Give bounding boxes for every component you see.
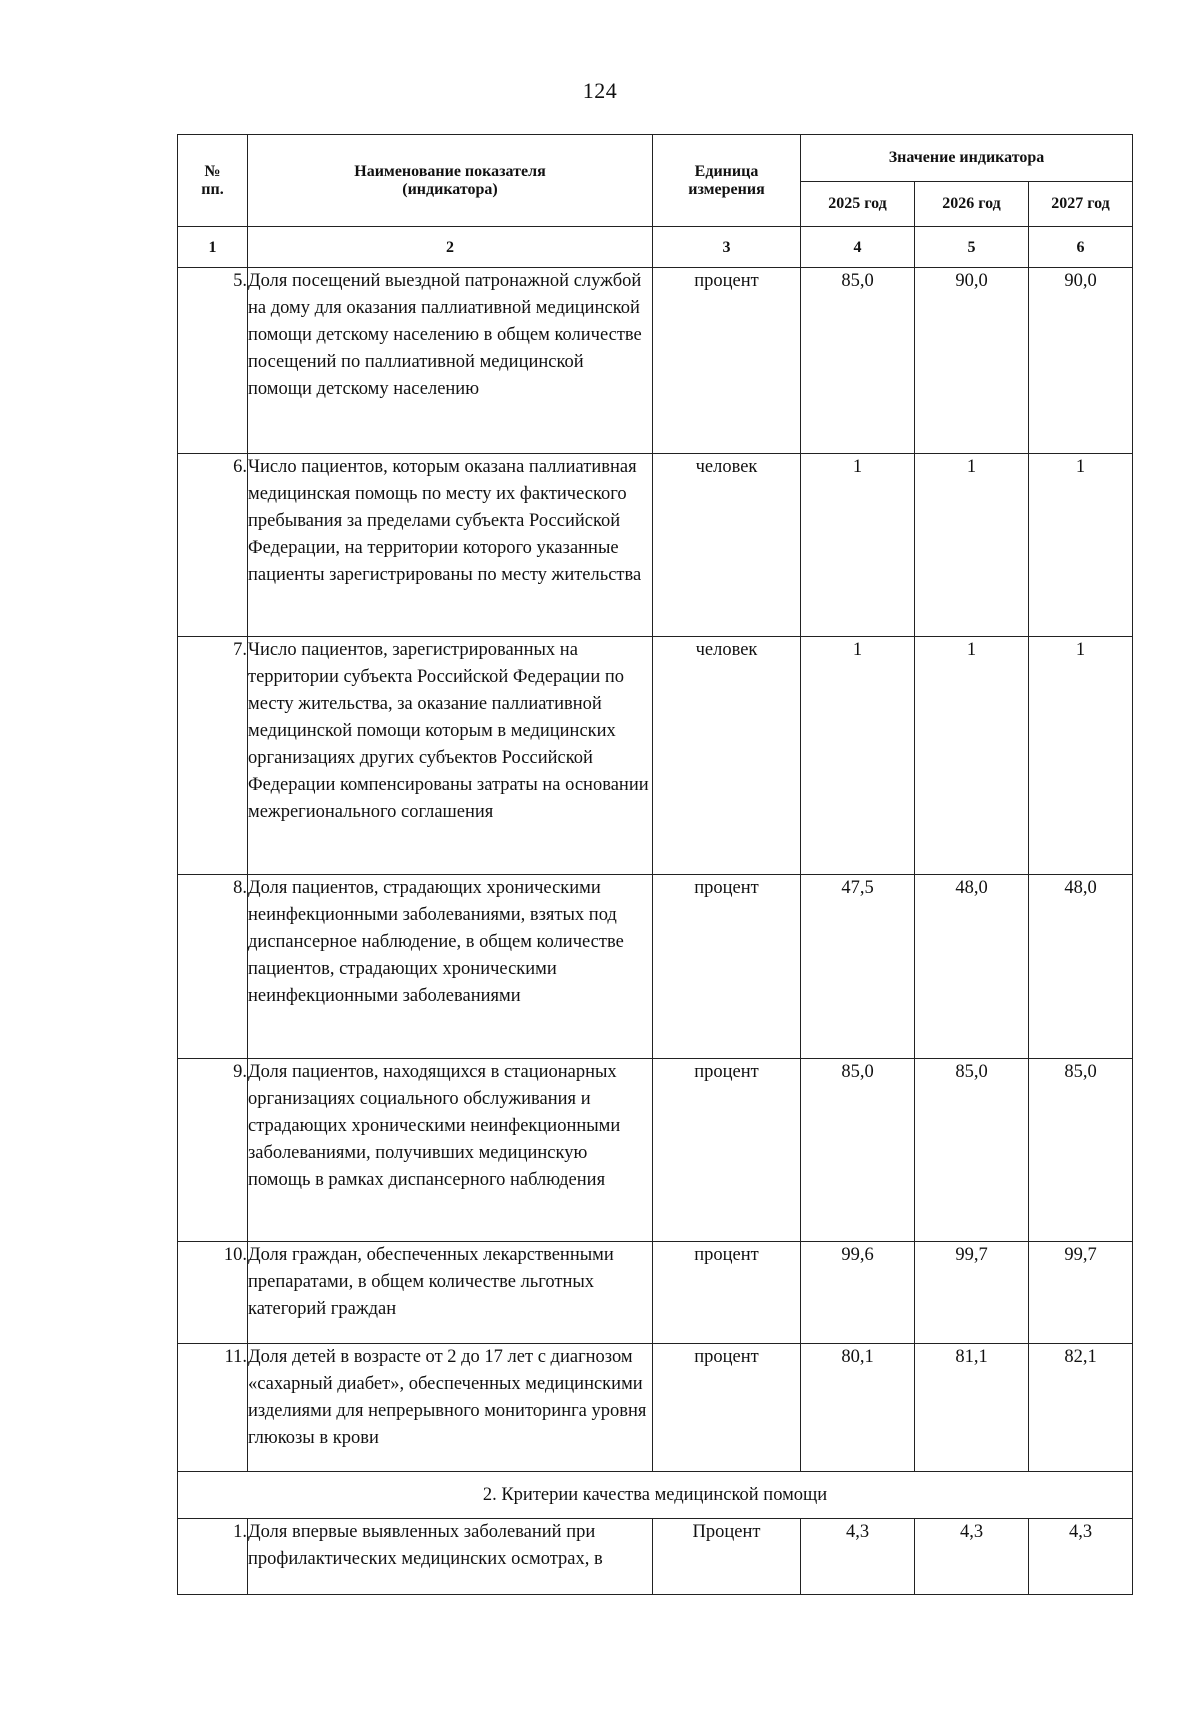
value-2025: 85,0 <box>801 268 915 454</box>
table-row <box>178 875 1133 1059</box>
table-row <box>178 1344 1133 1472</box>
indicator-unit: процент <box>653 1059 801 1242</box>
row-number: 10. <box>178 1242 248 1344</box>
indicator-name: Число пациентов, зарегистрированных на территории субъекта Российской Федерации по месту жительства, за оказание паллиативной медицинской помощи которым в медицинских организациях других субъектов Российской Федерации компенсированы затраты на основании межрегионального соглашения <box>248 637 653 875</box>
row-number: 8. <box>178 875 248 1059</box>
value-2025: 47,5 <box>801 875 915 1059</box>
value-2027: 99,7 <box>1029 1242 1133 1344</box>
value-2026: 99,7 <box>915 1242 1029 1344</box>
row-number: 7. <box>178 637 248 875</box>
value-2026: 48,0 <box>915 875 1029 1059</box>
value-2026: 85,0 <box>915 1059 1029 1242</box>
header-name: Наименование показателя (индикатора) <box>248 135 653 227</box>
header-year-2025: 2025 год <box>801 182 915 227</box>
value-2025: 80,1 <box>801 1344 915 1472</box>
column-number: 4 <box>801 227 915 268</box>
indicator-unit: Процент <box>653 1519 801 1595</box>
indicator-unit: человек <box>653 637 801 875</box>
indicator-table <box>177 134 1133 1595</box>
section-title: 2. Критерии качества медицинской помощи <box>178 1472 1133 1519</box>
indicator-unit: процент <box>653 1344 801 1472</box>
header-unit: Единица измерения <box>653 135 801 227</box>
value-2026: 1 <box>915 454 1029 637</box>
indicator-name: Доля граждан, обеспеченных лекарственными препаратами, в общем количестве льготных категорий граждан <box>248 1242 653 1344</box>
value-2027: 90,0 <box>1029 268 1133 454</box>
indicator-unit: процент <box>653 268 801 454</box>
indicator-name: Доля впервые выявленных заболеваний при профилактических медицинских осмотрах, в <box>248 1519 653 1595</box>
value-2026: 90,0 <box>915 268 1029 454</box>
value-2027: 1 <box>1029 637 1133 875</box>
value-2025: 1 <box>801 637 915 875</box>
table-row <box>178 1059 1133 1242</box>
row-number: 11. <box>178 1344 248 1472</box>
row-number: 6. <box>178 454 248 637</box>
indicator-name: Доля пациентов, находящихся в стационарных организациях социального обслуживания и страдающих хроническими неинфекционными заболеваниями, получивших медицинскую помощь в рамках диспансерного наблюдения <box>248 1059 653 1242</box>
value-2027: 1 <box>1029 454 1133 637</box>
row-number: 1. <box>178 1519 248 1595</box>
indicator-unit: процент <box>653 875 801 1059</box>
value-2027: 4,3 <box>1029 1519 1133 1595</box>
header-year-2026: 2026 год <box>915 182 1029 227</box>
column-number: 2 <box>248 227 653 268</box>
row-number: 5. <box>178 268 248 454</box>
header-year-2027: 2027 год <box>1029 182 1133 227</box>
value-2025: 85,0 <box>801 1059 915 1242</box>
column-number: 3 <box>653 227 801 268</box>
header-num: № пп. <box>178 135 248 227</box>
indicator-name: Число пациентов, которым оказана паллиативная медицинская помощь по месту их фактического пребывания за пределами субъекта Российской Федерации, на территории которого указанные пациенты зарегистрированы по месту жительства <box>248 454 653 637</box>
section-header-row <box>178 1472 1133 1519</box>
column-number: 1 <box>178 227 248 268</box>
value-2025: 4,3 <box>801 1519 915 1595</box>
table-row <box>178 454 1133 637</box>
indicator-name: Доля посещений выездной патронажной службой на дому для оказания паллиативной медицинской помощи детскому населению в общем количестве посещений по паллиативной медицинской помощи детскому населению <box>248 268 653 454</box>
column-number: 6 <box>1029 227 1133 268</box>
value-2026: 81,1 <box>915 1344 1029 1472</box>
indicator-name: Доля детей в возрасте от 2 до 17 лет с диагнозом «сахарный диабет», обеспеченных медицинскими изделиями для непрерывного мониторинга уровня глюкозы в крови <box>248 1344 653 1472</box>
value-2026: 4,3 <box>915 1519 1029 1595</box>
table-row <box>178 268 1133 454</box>
value-2027: 82,1 <box>1029 1344 1133 1472</box>
column-number: 5 <box>915 227 1029 268</box>
value-2027: 85,0 <box>1029 1059 1133 1242</box>
page-number: 124 <box>582 78 618 103</box>
indicator-unit: человек <box>653 454 801 637</box>
value-2027: 48,0 <box>1029 875 1133 1059</box>
table-row <box>178 637 1133 875</box>
value-2025: 1 <box>801 454 915 637</box>
value-2026: 1 <box>915 637 1029 875</box>
indicator-unit: процент <box>653 1242 801 1344</box>
table-row <box>178 1519 1133 1595</box>
header-value-group: Значение индикатора <box>801 135 1133 182</box>
row-number: 9. <box>178 1059 248 1242</box>
table-row <box>178 1242 1133 1344</box>
indicator-name: Доля пациентов, страдающих хроническими неинфекционными заболеваниями, взятых под диспансерное наблюдение, в общем количестве пациентов, страдающих хроническими неинфекционными заболеваниями <box>248 875 653 1059</box>
value-2025: 99,6 <box>801 1242 915 1344</box>
